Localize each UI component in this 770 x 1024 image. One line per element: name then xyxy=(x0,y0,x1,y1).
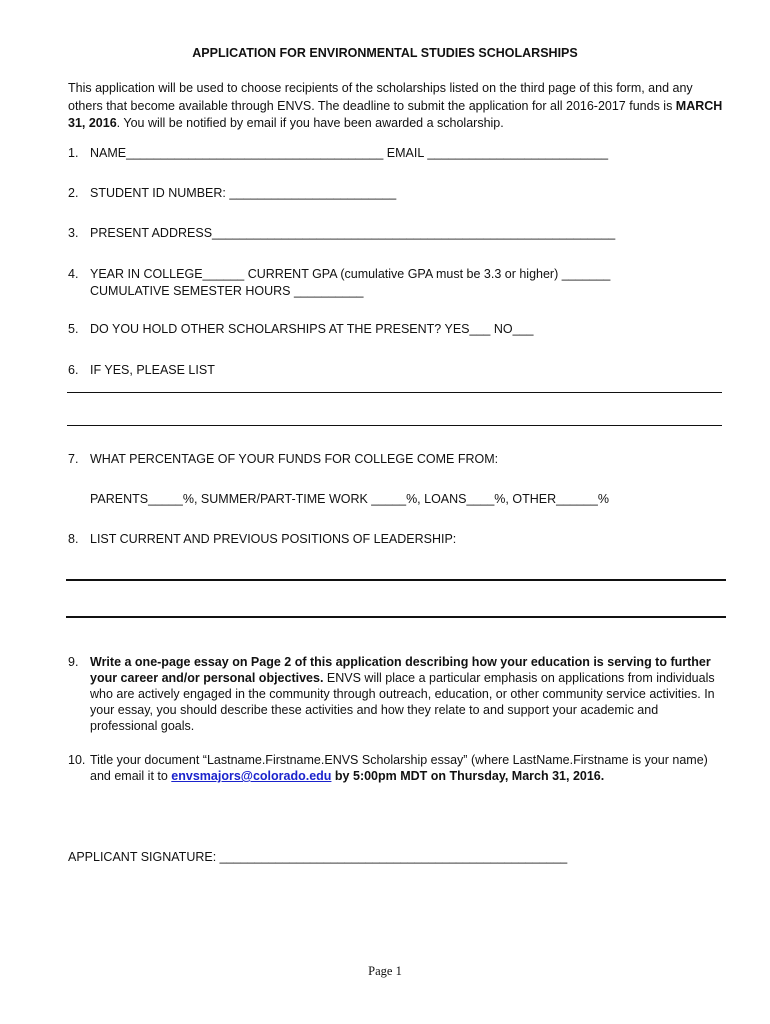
question-funds-percentage xyxy=(68,452,498,466)
item-number: 9. xyxy=(68,655,79,669)
question-year-gpa[interactable] xyxy=(68,266,610,300)
question-essay xyxy=(68,654,728,734)
submission-deadline: by 5:00pm MDT on Thursday, March 31, 2016. xyxy=(331,769,605,783)
item-number: 2. xyxy=(68,186,79,200)
list-line-2[interactable] xyxy=(67,425,722,426)
address-field[interactable]: PRESENT ADDRESS__________________________________________________________ xyxy=(90,226,616,240)
leadership-line-2[interactable] xyxy=(66,616,726,618)
essay-instruction-bold: Write a one-page essay on Page 2 of this application describing how your education is serving to further your career and/or personal objectives. xyxy=(90,655,711,685)
email-link[interactable]: envsmajors@colorado.edu xyxy=(171,769,332,783)
semester-hours-field[interactable]: CUMULATIVE SEMESTER HOURS __________ xyxy=(90,284,364,298)
intro-text-1: This application will be used to choose recipients of the scholarships listed on the third page of this form, and any others that become available through ENVS. The deadline to submit the application for all 2016-2017 funds is xyxy=(68,81,693,113)
funds-breakdown-field[interactable] xyxy=(90,492,609,506)
item-number: 7. xyxy=(68,452,79,466)
year-gpa-field[interactable]: YEAR IN COLLEGE______ CURRENT GPA (cumulative GPA must be 3.3 or higher) _______ xyxy=(90,267,611,281)
name-email-field[interactable]: NAME_____________________________________ EMAIL __________________________ xyxy=(90,146,609,160)
item-number: 4. xyxy=(68,267,79,281)
question-name-email[interactable] xyxy=(68,146,608,160)
leadership-line-1[interactable] xyxy=(66,579,726,581)
signature-text[interactable]: APPLICANT SIGNATURE: __________________________________________________ xyxy=(68,850,568,864)
item-number: 10. xyxy=(68,753,86,767)
document-title: APPLICATION FOR ENVIRONMENTAL STUDIES SCHOLARSHIPS xyxy=(192,46,578,60)
leadership-label: LIST CURRENT AND PREVIOUS POSITIONS OF LEADERSHIP: xyxy=(90,532,457,546)
question-leadership xyxy=(68,532,456,546)
deadline: MARCH 31, 2016 xyxy=(68,98,723,130)
submission-text-1: Title your document “Lastname.Firstname.ENVS Scholarship essay” (where LastName.Firstname is your name) and email it to xyxy=(90,753,708,783)
question-address[interactable] xyxy=(68,226,615,240)
item-number: 8. xyxy=(68,532,79,546)
intro-text-2: . You will be notified by email if you have been awarded a scholarship. xyxy=(116,116,504,130)
student-id-field[interactable]: STUDENT ID NUMBER: ________________________ xyxy=(90,186,397,200)
funds-percentage-label: WHAT PERCENTAGE OF YOUR FUNDS FOR COLLEGE COME FROM: xyxy=(90,452,499,466)
essay-instruction-text: ENVS will place a particular emphasis on applications from individuals who are actively engaged in the community through outreach, education, or other community service activities. In your essay, you should describe these activities and how they relate to and support your academic and professional goals. xyxy=(90,671,715,733)
item-number: 3. xyxy=(68,226,79,240)
question-other-scholarships[interactable] xyxy=(68,322,533,336)
item-number: 6. xyxy=(68,363,79,377)
funds-breakdown-text[interactable]: PARENTS_____%, SUMMER/PART-TIME WORK _____%, LOANS____%, OTHER______% xyxy=(90,492,609,506)
question-list-scholarships xyxy=(68,363,215,377)
applicant-signature-field[interactable] xyxy=(68,850,567,864)
question-submission xyxy=(68,752,728,784)
page-number: Page 1 xyxy=(368,964,402,978)
item-number: 5. xyxy=(68,322,79,336)
item-number: 1. xyxy=(68,146,79,160)
intro-paragraph xyxy=(68,80,728,133)
list-line-1[interactable] xyxy=(67,392,722,393)
question-student-id[interactable] xyxy=(68,186,396,200)
other-scholarships-field[interactable]: DO YOU HOLD OTHER SCHOLARSHIPS AT THE PRESENT? YES___ NO___ xyxy=(90,322,534,336)
list-scholarships-label: IF YES, PLEASE LIST xyxy=(90,363,215,377)
